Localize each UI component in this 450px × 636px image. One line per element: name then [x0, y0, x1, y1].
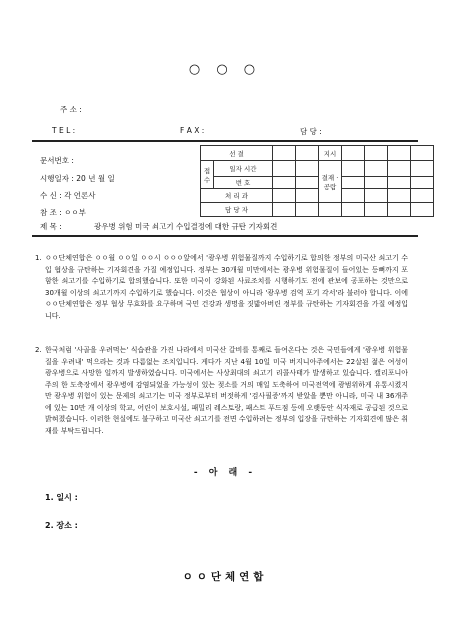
paragraph-1-number: 1.	[35, 254, 42, 262]
paragraph-2-text: 한국처럼 '사골을 우려먹는' 식습관을 가진 나라에서 미국산 갈비를 통째로 들여온다는 것은 국민들에게 '광우병 위험물질을 우려내' 먹으라는 것과 다름없는 조치입니다. 게다가 지난 4월 10일 미국 버지니아주에서는 22살된 젊은 여성이 광우병으로 사망한 일까지 발생하였습니다. 미국에서는 사상최대의 쇠고기 리콜사태가 발생하고 있습니다. 캘리포니아주의 한 도축장에서 광우병에 감염되었을 가능성이 있는 젖소를 거의 매일 도축하여 미국전역에 광범위하게 유통시켰지만 광우병 위험이 있는 문제의 쇠고기는 미국 정부로부터 버젓하게 '검사필증'까지 받았을 뿐만 아니라, 미국 내 36개주에 있는 10만 개 이상의 학교, 어린이 보호시설, 패밀리 레스토랑, 패스트 푸드점 등에 오랫동안 식자재로 공급된 것으로 밝혀졌습니다. 이러한 현실에도 불구하고 미국산 쇠고기를 전면 수입하려는 정부의 입장을 규탄하는 기자회견에 많은 취재를 부탁드립니다.	[45, 346, 408, 435]
approval-cheori: 처 리 과	[201, 189, 273, 203]
body-paragraph-2	[35, 345, 408, 437]
date-label: 시행일자 : 20 년 월 일	[40, 174, 115, 183]
document-title: ○ ○ ○	[188, 62, 262, 77]
subject-rule	[32, 235, 418, 237]
address-label: 주 소 :	[60, 105, 82, 114]
approval-ilja-sigan: 일자 시간	[214, 161, 273, 177]
doc-number-label: 문서번호 :	[40, 156, 74, 165]
approval-seon: 선 결	[201, 146, 273, 161]
paragraph-1-text: ㅇㅇ단체연합은 ㅇㅇ월 ㅇㅇ일 ㅇㅇ시 ㅇㅇㅇ앞에서 '광우병 위험물질까지 수입하기로 합의한 정부의 미국산 쇠고기 수입 협상을 규탄하는 기자회견을 가질 예정입니다. 정부는 30개월 미만에서는 광우병 위험물질이 들어있는 등뼈까지 포함한 쇠고기를 수입하기로 합의했습니다. 또한 미국이 강화된 사료조치를 시행하기도 전에 관보에 공포하는 것만으로 30개월 이상의 쇠고기까지 수입하기로 했습니다. 이것은 협상이 아니라 '광우병 검역 포기 각서'라 불러야 합니다. 이에 ㅇㅇ단체연합은 정부 협상 무효화를 요구하며 국민 건강과 생명을 짓밟아버린 정부를 규탄하는 기자회견을 가질 예정입니다.	[45, 254, 408, 320]
body-paragraph-1	[35, 253, 408, 322]
paragraph-2-number: 2.	[35, 346, 42, 354]
cc-label: 참 조 : ㅇㅇ부	[40, 208, 86, 217]
approval-jeopsu: 접 수	[201, 161, 214, 189]
approval-damdang: 담 당 자	[201, 203, 273, 217]
contact-label: 담 당 :	[300, 127, 322, 136]
subject-label: 제 목 :	[40, 222, 62, 231]
subject-value: 광우병 위험 미국 쇠고기 수입결정에 대한 규탄 기자회견	[94, 222, 278, 231]
tel-label: T E L :	[52, 126, 76, 135]
organization-name: ㅇㅇ단체연합	[182, 571, 268, 583]
approval-jisi: 지시	[319, 146, 342, 161]
approval-beonho: 번 호	[214, 177, 273, 189]
fax-label: F A X :	[180, 126, 205, 135]
approval-table	[200, 145, 434, 217]
approval-gyeoljae: 결재 · 공람	[319, 161, 342, 203]
header-rule	[32, 140, 418, 142]
item-date: 1. 일시 :	[45, 493, 78, 502]
ahrae-heading: - 아 래 -	[193, 468, 257, 478]
recipient-label: 수 신 : 각 언론사	[40, 191, 96, 200]
item-place: 2. 장소 :	[45, 521, 78, 530]
